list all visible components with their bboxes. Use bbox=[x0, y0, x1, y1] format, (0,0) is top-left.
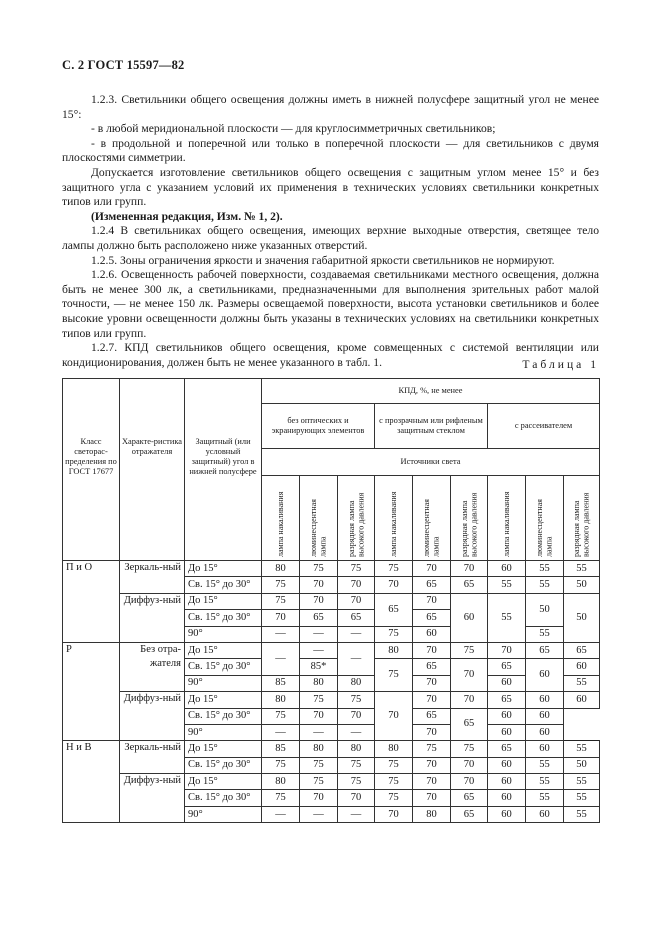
value-cell: 65 bbox=[451, 806, 488, 822]
value-cell: 80 bbox=[375, 741, 413, 757]
value-cell: 75 bbox=[375, 774, 413, 790]
angle-cell: 90° bbox=[185, 724, 262, 740]
page-header: С. 2 ГОСТ 15597—82 bbox=[62, 58, 185, 72]
value-cell: 80 bbox=[262, 692, 300, 708]
value-cell: 70 bbox=[413, 692, 451, 708]
value-cell: 55 bbox=[564, 790, 600, 806]
reflector-cell: Диффуз-ный bbox=[120, 593, 185, 642]
angle-cell: 90° bbox=[185, 626, 262, 642]
class-cell: Р bbox=[63, 642, 120, 740]
value-cell: 55 bbox=[564, 675, 600, 691]
lamp-type-header: лампа накаливания bbox=[262, 476, 300, 561]
paragraph: - в любой меридиональной плоскости — для круглосимметричных светильников; bbox=[91, 122, 496, 136]
value-cell: 50 bbox=[526, 593, 564, 626]
value-cell: 60 bbox=[488, 774, 526, 790]
lamp-type-header: разрядная лампа высокого давления bbox=[451, 476, 488, 561]
amendment-note: (Измененная редакция, Изм. № 1, 2). bbox=[91, 209, 283, 223]
kpd-table bbox=[62, 378, 600, 823]
value-cell: 70 bbox=[338, 593, 375, 609]
value-cell: 55 bbox=[526, 626, 564, 642]
value-cell: 50 bbox=[564, 593, 600, 642]
lamp-type-header: разрядная лампа высокого давления bbox=[564, 476, 600, 561]
value-cell: 55 bbox=[564, 774, 600, 790]
value-cell: 70 bbox=[413, 675, 451, 691]
value-cell: 75 bbox=[451, 642, 488, 658]
value-cell: 70 bbox=[413, 757, 451, 773]
value-cell: 65 bbox=[300, 610, 338, 626]
value-cell: 65 bbox=[451, 577, 488, 593]
paragraph: 1.2.5. Зоны ограничения яркости и значения габаритной яркости светильников не нормируют. bbox=[91, 253, 555, 267]
value-cell: 75 bbox=[300, 692, 338, 708]
value-cell: 75 bbox=[338, 757, 375, 773]
value-cell: 80 bbox=[300, 675, 338, 691]
value-cell: 70 bbox=[375, 806, 413, 822]
value-cell: 55 bbox=[526, 774, 564, 790]
reflector-cell: Зеркаль-ный bbox=[120, 561, 185, 594]
value-cell: 70 bbox=[451, 692, 488, 708]
value-cell: 60 bbox=[526, 741, 564, 757]
value-cell: — bbox=[338, 806, 375, 822]
value-cell: 75 bbox=[338, 692, 375, 708]
lamp-type-header: разрядная лампа высокого давления bbox=[338, 476, 375, 561]
paragraph: 1.2.3. Светильники общего освещения должны иметь в нижней полусфере защитный угол не менее 15°: bbox=[62, 93, 599, 121]
angle-cell: 90° bbox=[185, 806, 262, 822]
angle-cell: Св. 15° до 30° bbox=[185, 757, 262, 773]
group-header: без оптических и экранирующих элементов bbox=[262, 404, 375, 449]
value-cell: 75 bbox=[375, 626, 413, 642]
value-cell: 65 bbox=[413, 610, 451, 626]
value-cell: — bbox=[338, 642, 375, 675]
value-cell: 60 bbox=[526, 806, 564, 822]
value-cell: 80 bbox=[262, 561, 300, 577]
value-cell: 55 bbox=[526, 757, 564, 773]
value-cell: 70 bbox=[300, 593, 338, 609]
class-cell: П и О bbox=[63, 561, 120, 643]
angle-cell: Св. 15° до 30° bbox=[185, 790, 262, 806]
paragraph: - в продольной и поперечной или только в поперечной плоскости — для светильников с двумя плоскостями симметрии. bbox=[62, 136, 599, 165]
paragraph: 1.2.7. КПД светильников общего освещения, кроме совмещенных с системой вентиляции или кондиционирования, должен быть не менее указанного в табл. 1. bbox=[62, 341, 599, 369]
value-cell: 75 bbox=[300, 757, 338, 773]
value-cell: 70 bbox=[338, 708, 375, 724]
value-cell: — bbox=[300, 724, 338, 740]
table-row bbox=[63, 741, 600, 757]
value-cell: 70 bbox=[338, 790, 375, 806]
reflector-cell: Без отра-жателя bbox=[120, 642, 185, 691]
value-cell: 75 bbox=[375, 790, 413, 806]
value-cell: 85* bbox=[300, 659, 338, 675]
lamp-type-header: люминесцентная лампа bbox=[526, 476, 564, 561]
value-cell: — bbox=[262, 806, 300, 822]
value-cell: 55 bbox=[488, 593, 526, 642]
value-cell: 50 bbox=[564, 577, 600, 593]
value-cell: 80 bbox=[300, 741, 338, 757]
value-cell: 65 bbox=[451, 790, 488, 806]
value-cell: — bbox=[338, 626, 375, 642]
value-cell: 55 bbox=[526, 561, 564, 577]
value-cell: 60 bbox=[526, 692, 564, 708]
value-cell: 60 bbox=[564, 692, 600, 708]
group-header: с рассеивателем bbox=[488, 404, 600, 449]
value-cell: — bbox=[262, 642, 300, 675]
value-cell: 60 bbox=[564, 659, 600, 675]
value-cell: 70 bbox=[338, 577, 375, 593]
value-cell: 55 bbox=[564, 741, 600, 757]
col-header-reflector: Характе-ристика отражателя bbox=[120, 379, 185, 561]
value-cell: 60 bbox=[488, 708, 526, 724]
value-cell: 60 bbox=[488, 790, 526, 806]
table-caption: Таблица 1 bbox=[522, 358, 599, 371]
value-cell: 75 bbox=[413, 741, 451, 757]
group-header: с прозрачным или рифленым защитным стеклом bbox=[375, 404, 488, 449]
value-cell: 75 bbox=[375, 659, 413, 692]
angle-cell: До 15° bbox=[185, 774, 262, 790]
angle-cell: До 15° bbox=[185, 642, 262, 658]
value-cell: 70 bbox=[300, 577, 338, 593]
value-cell: — bbox=[262, 626, 300, 642]
value-cell: 70 bbox=[413, 561, 451, 577]
document-body bbox=[62, 93, 599, 370]
angle-cell: До 15° bbox=[185, 741, 262, 757]
value-cell: 70 bbox=[262, 610, 300, 626]
value-cell: 80 bbox=[375, 642, 413, 658]
paragraph: Допускается изготовление светильников общего освещения с защитным углом менее 15° и без защитного угла с указанием условий их применения в технических условиях светильники конкретных типов или групп. bbox=[62, 165, 599, 209]
lamp-type-header: люминесцентная лампа bbox=[413, 476, 451, 561]
value-cell: 60 bbox=[488, 561, 526, 577]
value-cell: 70 bbox=[413, 642, 451, 658]
col-header-kpd: КПД, %, не менее bbox=[262, 379, 600, 404]
value-cell: 65 bbox=[488, 659, 526, 675]
value-cell: 65 bbox=[413, 708, 451, 724]
value-cell: 55 bbox=[526, 577, 564, 593]
value-cell: 70 bbox=[413, 593, 451, 609]
value-cell: 65 bbox=[526, 642, 564, 658]
value-cell: 70 bbox=[413, 774, 451, 790]
value-cell: 75 bbox=[262, 593, 300, 609]
angle-cell: До 15° bbox=[185, 561, 262, 577]
reflector-cell: Диффуз-ный bbox=[120, 774, 185, 823]
value-cell: 70 bbox=[413, 790, 451, 806]
angle-cell: Св. 15° до 30° bbox=[185, 708, 262, 724]
value-cell: 75 bbox=[262, 577, 300, 593]
value-cell: 75 bbox=[262, 757, 300, 773]
value-cell: 75 bbox=[375, 757, 413, 773]
value-cell: 70 bbox=[488, 642, 526, 658]
paragraph: 1.2.4 В светильниках общего освещения, имеющих верхние выходные отверстия, светящее тело лампы должно быть расположено ниже указанных отверстий. bbox=[62, 224, 599, 252]
lamp-type-header: лампа накаливания bbox=[488, 476, 526, 561]
angle-cell: Св. 15° до 30° bbox=[185, 577, 262, 593]
value-cell: 65 bbox=[375, 593, 413, 626]
value-cell: 70 bbox=[375, 577, 413, 593]
value-cell: 70 bbox=[300, 708, 338, 724]
col-header-angle: Защитный (или условный защитный) угол в нижней полусфере bbox=[185, 379, 262, 561]
angle-cell: 90° bbox=[185, 675, 262, 691]
reflector-cell: Зеркаль-ный bbox=[120, 741, 185, 774]
value-cell: — bbox=[338, 724, 375, 740]
angle-cell: Св. 15° до 30° bbox=[185, 610, 262, 626]
table-row bbox=[63, 593, 600, 609]
value-cell: 60 bbox=[526, 659, 564, 692]
value-cell: 75 bbox=[300, 774, 338, 790]
table-row bbox=[63, 692, 600, 708]
value-cell: 60 bbox=[488, 806, 526, 822]
value-cell: 60 bbox=[488, 675, 526, 691]
sources-header: Источники света bbox=[262, 449, 600, 476]
table-row bbox=[63, 774, 600, 790]
value-cell: 70 bbox=[300, 790, 338, 806]
value-cell: 80 bbox=[338, 675, 375, 691]
value-cell: 70 bbox=[451, 757, 488, 773]
value-cell: 80 bbox=[338, 741, 375, 757]
value-cell: 80 bbox=[413, 806, 451, 822]
value-cell: 60 bbox=[488, 724, 526, 740]
value-cell: 65 bbox=[451, 708, 488, 741]
value-cell: 50 bbox=[564, 757, 600, 773]
value-cell: 70 bbox=[375, 692, 413, 741]
value-cell: 70 bbox=[451, 774, 488, 790]
reflector-cell: Диффуз-ный bbox=[120, 692, 185, 741]
value-cell: 65 bbox=[338, 610, 375, 626]
value-cell: 75 bbox=[262, 708, 300, 724]
value-cell: 60 bbox=[413, 626, 451, 642]
value-cell: 70 bbox=[413, 724, 451, 740]
value-cell: 80 bbox=[262, 774, 300, 790]
value-cell: 55 bbox=[564, 561, 600, 577]
value-cell: — bbox=[300, 626, 338, 642]
value-cell: 75 bbox=[338, 561, 375, 577]
value-cell: 85 bbox=[262, 675, 300, 691]
value-cell: 70 bbox=[451, 659, 488, 692]
value-cell: 65 bbox=[413, 577, 451, 593]
value-cell: 60 bbox=[488, 757, 526, 773]
value-cell: 75 bbox=[262, 790, 300, 806]
value-cell: 60 bbox=[526, 708, 564, 724]
value-cell: 75 bbox=[451, 741, 488, 757]
value-cell: 65 bbox=[488, 692, 526, 708]
paragraph: 1.2.6. Освещенность рабочей поверхности, создаваемая светильниками местного освещения, должна быть не менее 300 лк, а светильниками, предназначенными для выполнения зрительных работ малой точности, — не менее 150 лк. Размеры освещаемой поверхности, высота установки светильников и более высокие уровни освещенности должны быть указаны в технических условиях на светильники конкретных типов или групп. bbox=[62, 268, 599, 340]
value-cell: 85 bbox=[262, 741, 300, 757]
value-cell: — bbox=[300, 642, 338, 658]
value-cell: 75 bbox=[300, 561, 338, 577]
value-cell: 55 bbox=[564, 806, 600, 822]
value-cell: 60 bbox=[526, 724, 564, 740]
angle-cell: Св. 15° до 30° bbox=[185, 659, 262, 675]
col-header-class: Класс светорас-пределения по ГОСТ 17677 bbox=[63, 379, 120, 561]
value-cell: — bbox=[300, 806, 338, 822]
table-row bbox=[63, 561, 600, 577]
class-cell: Н и В bbox=[63, 741, 120, 823]
value-cell: 65 bbox=[413, 659, 451, 675]
value-cell: 65 bbox=[564, 642, 600, 658]
value-cell: 65 bbox=[488, 741, 526, 757]
table-row bbox=[63, 642, 600, 658]
value-cell: 75 bbox=[338, 774, 375, 790]
lamp-type-header: лампа накаливания bbox=[375, 476, 413, 561]
value-cell: 70 bbox=[451, 561, 488, 577]
lamp-type-header: люминесцентная лампа bbox=[300, 476, 338, 561]
value-cell: 55 bbox=[526, 790, 564, 806]
value-cell: — bbox=[262, 724, 300, 740]
angle-cell: До 15° bbox=[185, 692, 262, 708]
value-cell: 55 bbox=[488, 577, 526, 593]
value-cell: 75 bbox=[375, 561, 413, 577]
angle-cell: До 15° bbox=[185, 593, 262, 609]
value-cell: 60 bbox=[451, 593, 488, 642]
